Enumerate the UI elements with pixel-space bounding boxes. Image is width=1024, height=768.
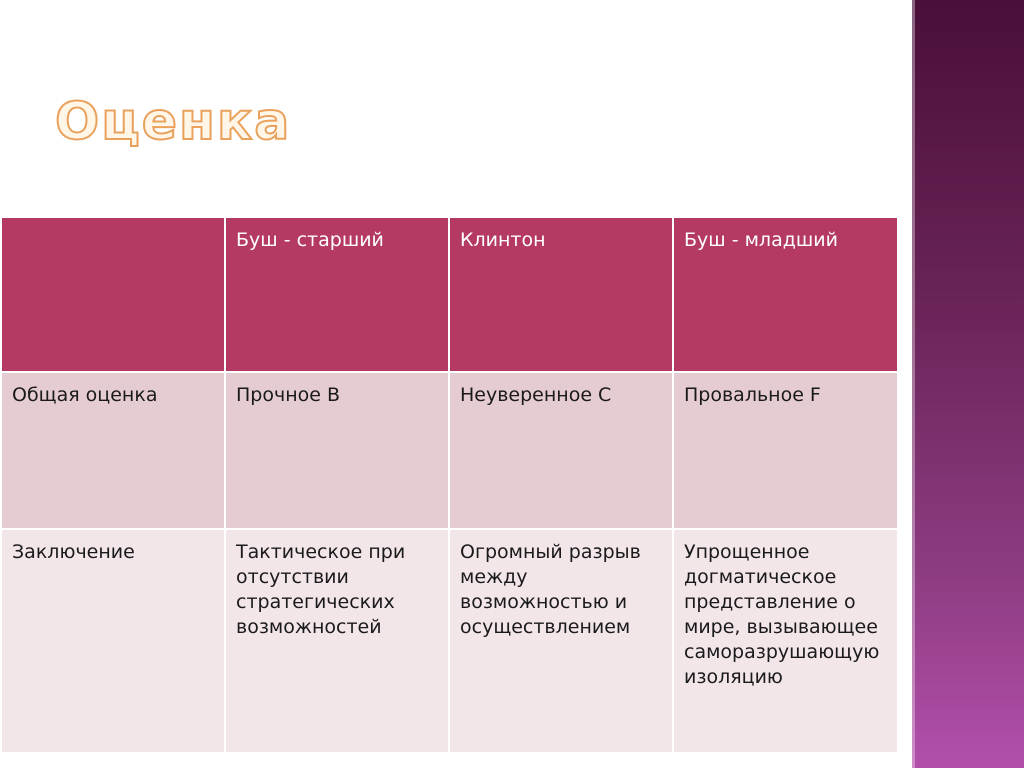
header-cell-bush-senior: Буш - старший <box>225 217 449 372</box>
slide-title: Оценка <box>55 92 292 152</box>
decorative-side-band <box>912 0 1024 768</box>
table-row <box>1 529 898 753</box>
table-cell: Огромный разрыв между возможностью и осуществлением <box>449 529 673 753</box>
header-cell-clinton: Клинтон <box>449 217 673 372</box>
table-cell: Тактическое при отсутствии стратегических возможностей <box>225 529 449 753</box>
assessment-table <box>0 216 899 754</box>
table-cell: Неуверенное С <box>449 372 673 529</box>
table-cell: Упрощенное догматическое представление о мире, вызывающее саморазрушающую изоляцию <box>673 529 898 753</box>
table-row <box>1 372 898 529</box>
table-cell: Прочное В <box>225 372 449 529</box>
row-label-overall-grade: Общая оценка <box>1 372 225 529</box>
table-header-row <box>1 217 898 372</box>
header-cell-empty <box>1 217 225 372</box>
header-cell-bush-junior: Буш - младший <box>673 217 898 372</box>
table-cell: Провальное F <box>673 372 898 529</box>
row-label-conclusion: Заключение <box>1 529 225 753</box>
